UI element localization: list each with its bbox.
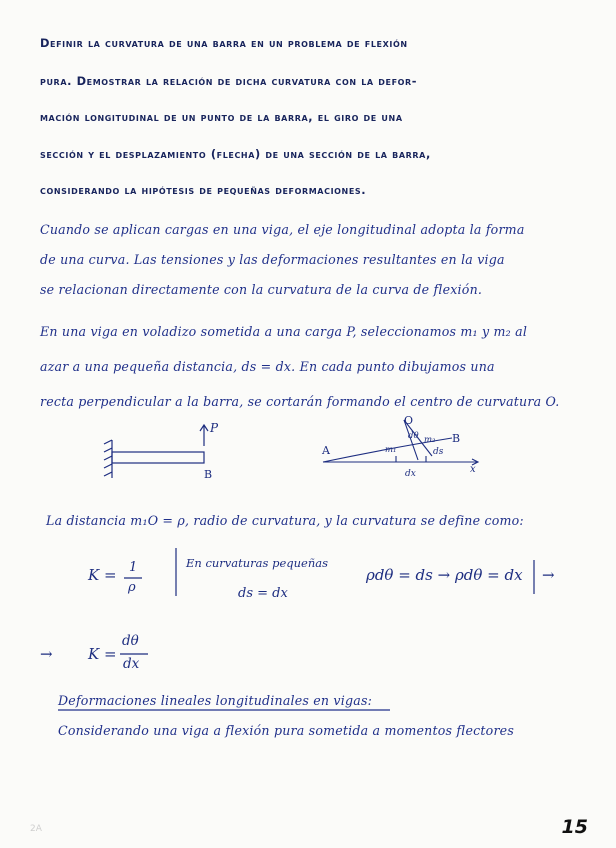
para4-line: Considerando una viga a flexión pura sometida a momentos flectores [58,723,514,738]
para2-line-2: azar a una pequeña distancia, ds = dx. En cada punto dibujamos una [40,359,495,374]
k2-numerator: dθ [122,633,139,649]
cantilever-diagram [104,425,208,478]
title-line-5: considerando la hipótesis de pequeñas deformaciones. [40,183,367,197]
para2-line-3: recta perpendicular a la barra, se cortarán formando el centro de curvatura O. [40,394,560,409]
load-label: P [210,421,219,435]
k-numerator: 1 [129,560,138,575]
title-line-1: Definir la curvatura de una barra en un problema de flexión [40,36,408,50]
para1-line-3: se relacionan directamente con la curvatura de la curva de flexión. [40,282,483,297]
page-number: 15 [561,816,588,838]
small-curvature-note: En curvaturas pequeñas [186,556,328,570]
k-denominator: ρ [128,580,136,595]
m1-label: m₁ [385,445,397,455]
faint-mark: 2A [30,824,42,834]
title-line-4: sección y el desplazamiento (flecha) de una sección de la barra, [40,147,431,161]
rho-chain: ρdθ = ds → ρdθ = dx [366,566,523,584]
end-label: B [204,468,213,481]
point-b-label: B [452,432,461,445]
title-line-3: mación longitudinal de un punto de la barra, el giro de una [40,110,403,124]
base-dx-label: dx [405,469,416,479]
para3-line: La distancia m₁O = ρ, radio de curvatura, y la curvatura se define como: [46,513,524,528]
para1-line-1: Cuando se aplican cargas en una viga, el eje longitudinal adopta la forma [40,222,525,237]
dtheta-label: dθ [408,431,419,441]
axis-x-label: x [470,464,476,475]
para1-line-2: de una curva. Las tensiones y las deformaciones resultantes en la viga [40,252,505,267]
point-a-label: A [322,444,330,457]
center-label: O [404,414,414,427]
ds-equals-dx: ds = dx [238,586,288,601]
k-def: K = [88,566,117,584]
arc-ds-label: ds [433,447,444,457]
arrow-right: → [542,566,555,584]
m2-label: m₂ [424,435,436,445]
para2-line-1: En una viga en voladizo sometida a una carga P, seleccionamos m₁ y m₂ al [40,324,528,339]
k2-denominator: dx [123,656,140,672]
arrow-lead: → [40,645,53,663]
title-line-2: pura. Demostrar la relación de dicha curvatura con la defor- [40,74,418,88]
k2-def: K = [88,645,117,663]
section-heading: Deformaciones lineales longitudinales en vigas: [58,693,373,708]
